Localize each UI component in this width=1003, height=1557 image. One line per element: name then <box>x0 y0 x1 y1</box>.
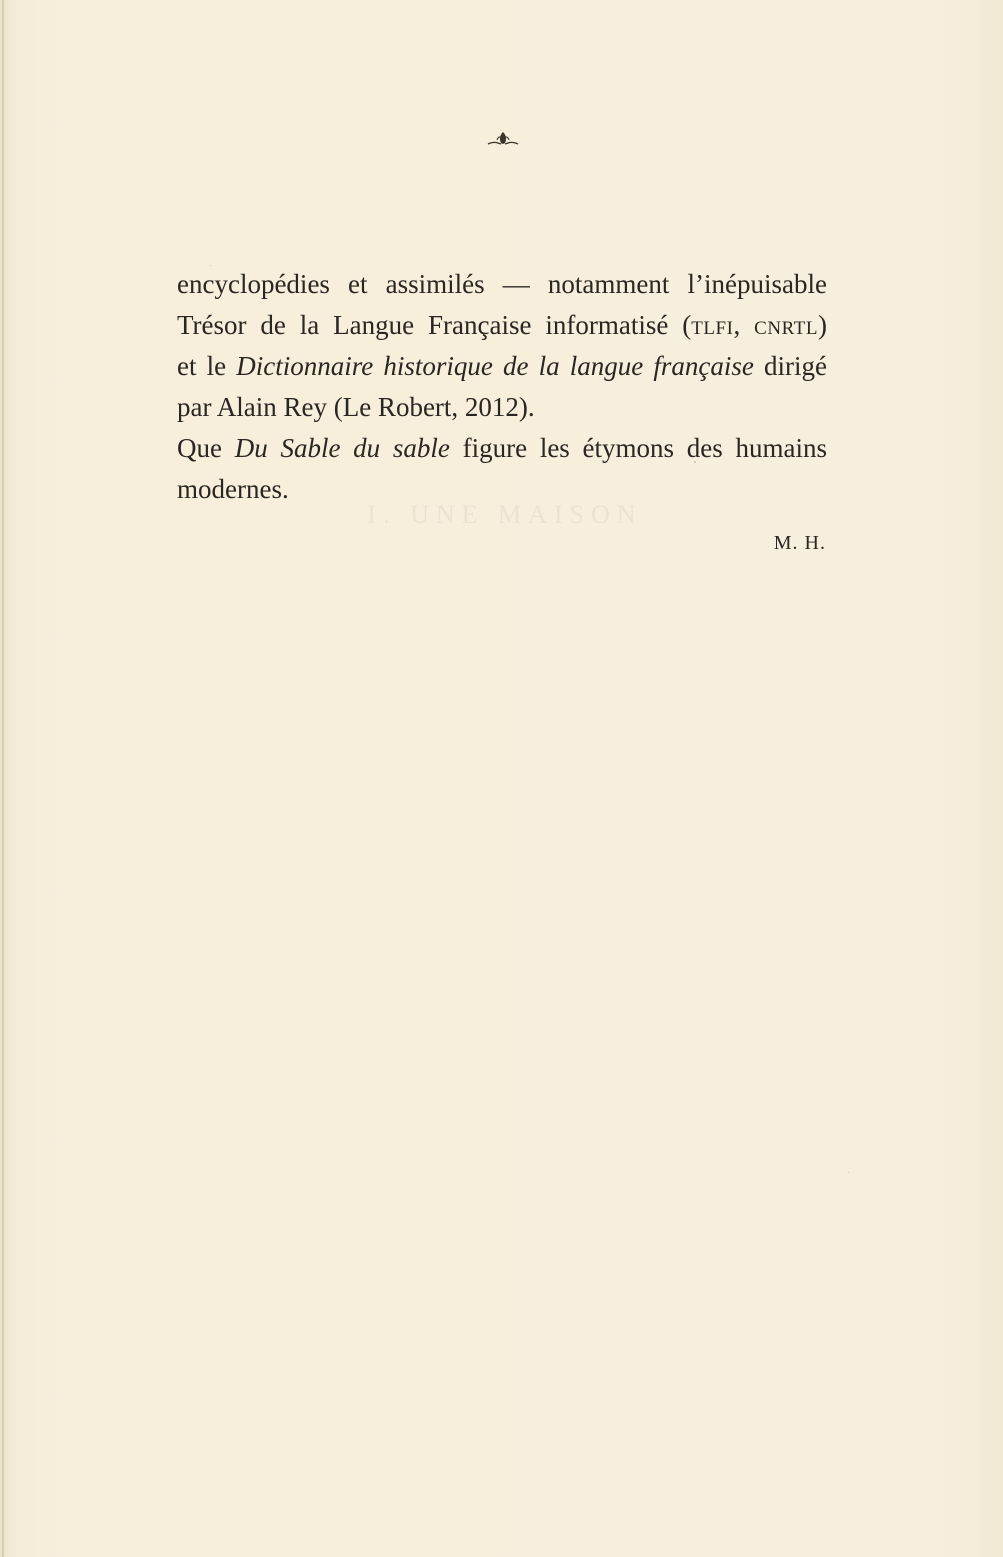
paper-speck <box>848 1172 849 1173</box>
paper-speck <box>210 265 211 266</box>
body-paragraph <box>177 264 827 510</box>
paper-speck <box>694 461 696 463</box>
separator: , <box>733 310 755 340</box>
paragraph-line <box>177 305 827 346</box>
book-title-du-sable: Du Sable du sable <box>234 433 450 463</box>
paragraph-line <box>177 387 827 428</box>
line-text: dirigé <box>753 351 827 381</box>
paragraph-line <box>177 469 827 510</box>
line-text: figure les étymons des humains <box>449 433 827 463</box>
paragraph-line <box>177 428 827 469</box>
line-text: Trésor de la Langue Française informatisé ( <box>177 310 692 340</box>
book-title-dictionnaire: Dictionnaire historique de la langue française <box>236 351 754 381</box>
line-text: et le <box>177 351 237 381</box>
line-text: modernes. <box>177 474 289 504</box>
line-text: encyclopédies et assimilés — notamment l’inépuisable <box>177 269 827 299</box>
fleuron-icon <box>486 130 520 146</box>
paragraph-line <box>177 346 827 387</box>
paragraph-line <box>177 264 827 305</box>
abbreviation-cnrtl: cnrtl <box>754 310 819 340</box>
abbreviation-tlfi: tlfi <box>691 310 734 340</box>
line-text: Que <box>177 433 235 463</box>
author-initials: M. H. <box>773 532 826 554</box>
show-through-heading: I. UNE MAISON <box>367 500 643 529</box>
page-gutter-edge <box>2 0 4 1557</box>
closing-paren: ) <box>818 310 828 340</box>
line-text: par Alain Rey (Le Robert, 2012). <box>177 392 535 422</box>
